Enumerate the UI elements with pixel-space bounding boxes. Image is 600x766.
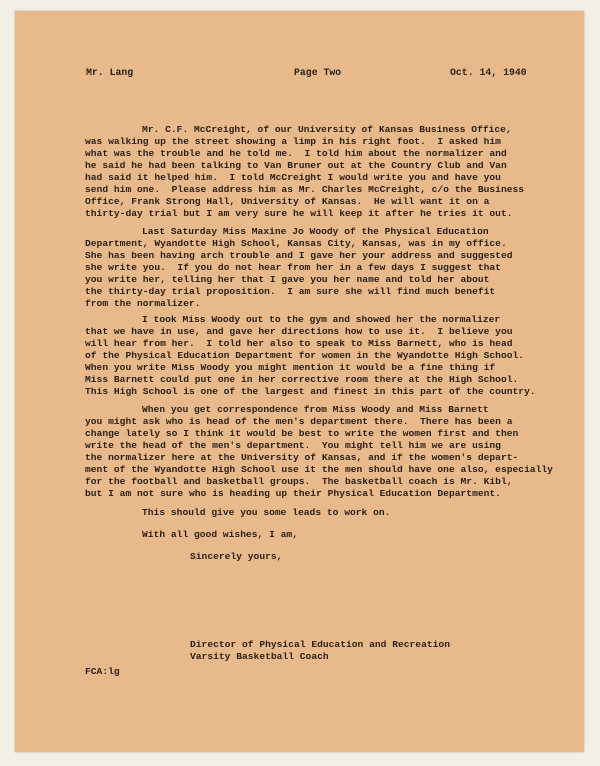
paragraph-3-line-5: When you write Miss Woody you might mention it would be a fine thing if [85,362,496,373]
paragraph-2-line-5: you write her, telling her that I gave you her name and told her about [85,274,490,285]
page-number: Page Two [294,67,342,78]
typist-initials: FCA:lg [85,666,120,677]
letter-page [15,11,584,752]
paragraph-4-line-8: but I am not sure who is heading up their Physical Education Department. [85,488,501,499]
paragraph-4-line-3: change lately so I think it would be best to write the women first and then [85,428,519,439]
paragraph-2-line-7: from the normalizer. [85,298,201,309]
paragraph-2-line-3: She has been having arch trouble and I gave her your address and suggested [85,250,513,261]
paragraph-4-line-6: ment of the Wyandotte High School use it the men should have one also, especially [85,464,553,475]
paragraph-4-line-7: for the football and basketball groups. The basketball coach is Mr. Kibl, [85,476,513,487]
paragraph-3-line-3: will hear from her. I told her also to speak to Miss Barnett, who is head [85,338,513,349]
paragraph-4-line-1: When you get correspondence from Miss Woody and Miss Barnett [142,404,489,415]
paragraph-1-line-6: send him one. Please address him as Mr. Charles McCreight, c/o the Business [85,184,525,195]
paragraph-2-line-4: she write you. If you do not hear from her in a few days I suggest that [85,262,501,273]
signature-title-2: Varsity Basketball Coach [190,651,329,662]
paragraph-3-line-7: This High School is one of the largest and finest in this part of the country. [85,386,536,397]
paragraph-1-line-1: Mr. C.F. McCreight, of our University of Kansas Business Office, [142,124,512,135]
paragraph-4-line-5: the normalizer here at the University of Kansas, and if the women's depart- [85,452,519,463]
letter-date: Oct. 14, 1940 [450,67,527,78]
paragraph-3-line-1: I took Miss Woody out to the gym and showed her the normalizer [142,314,501,325]
signature-title-1: Director of Physical Education and Recreation [190,639,450,650]
closing-line-2: With all good wishes, I am, [142,529,298,540]
paragraph-1-line-5: had said it helped him. I told McCreight I would write you and have you [85,172,501,183]
paragraph-2-line-6: the thirty-day trial proposition. I am sure she will find much benefit [85,286,496,297]
paragraph-1-line-7: Office, Frank Strong Hall, University of Kansas. He will want it on a [85,196,490,207]
paragraph-4-line-4: write the head of the men's department. You might tell him we are using [85,440,501,451]
paragraph-1-line-4: he said he had been talking to Van Bruner out at the Country Club and Van [85,160,507,171]
paragraph-3-line-4: of the Physical Education Department for women in the Wyandotte High School. [85,350,525,361]
addressee: Mr. Lang [86,67,134,78]
paragraph-1-line-2: was walking up the street showing a limp in his right foot. I asked him [85,136,501,147]
paragraph-2-line-1: Last Saturday Miss Maxine Jo Woody of the Physical Education [142,226,489,237]
paragraph-2-line-2: Department, Wyandotte High School, Kansas City, Kansas, was in my office. [85,238,507,249]
paragraph-1-line-8: thirty-day trial but I am very sure he will keep it after he tries it out. [85,208,513,219]
paragraph-4-line-2: you might ask who is head of the men's department there. There has been a [85,416,513,427]
paragraph-3-line-6: Miss Barnett could put one in her corrective room there at the High School. [85,374,519,385]
paragraph-3-line-2: that we have in use, and gave her directions how to use it. I believe you [85,326,513,337]
paragraph-1-line-3: what was the trouble and he told me. I told him about the normalizer and [85,148,507,159]
sign-off: Sincerely yours, [190,551,283,562]
closing-line-1: This should give you some leads to work on. [142,507,391,518]
